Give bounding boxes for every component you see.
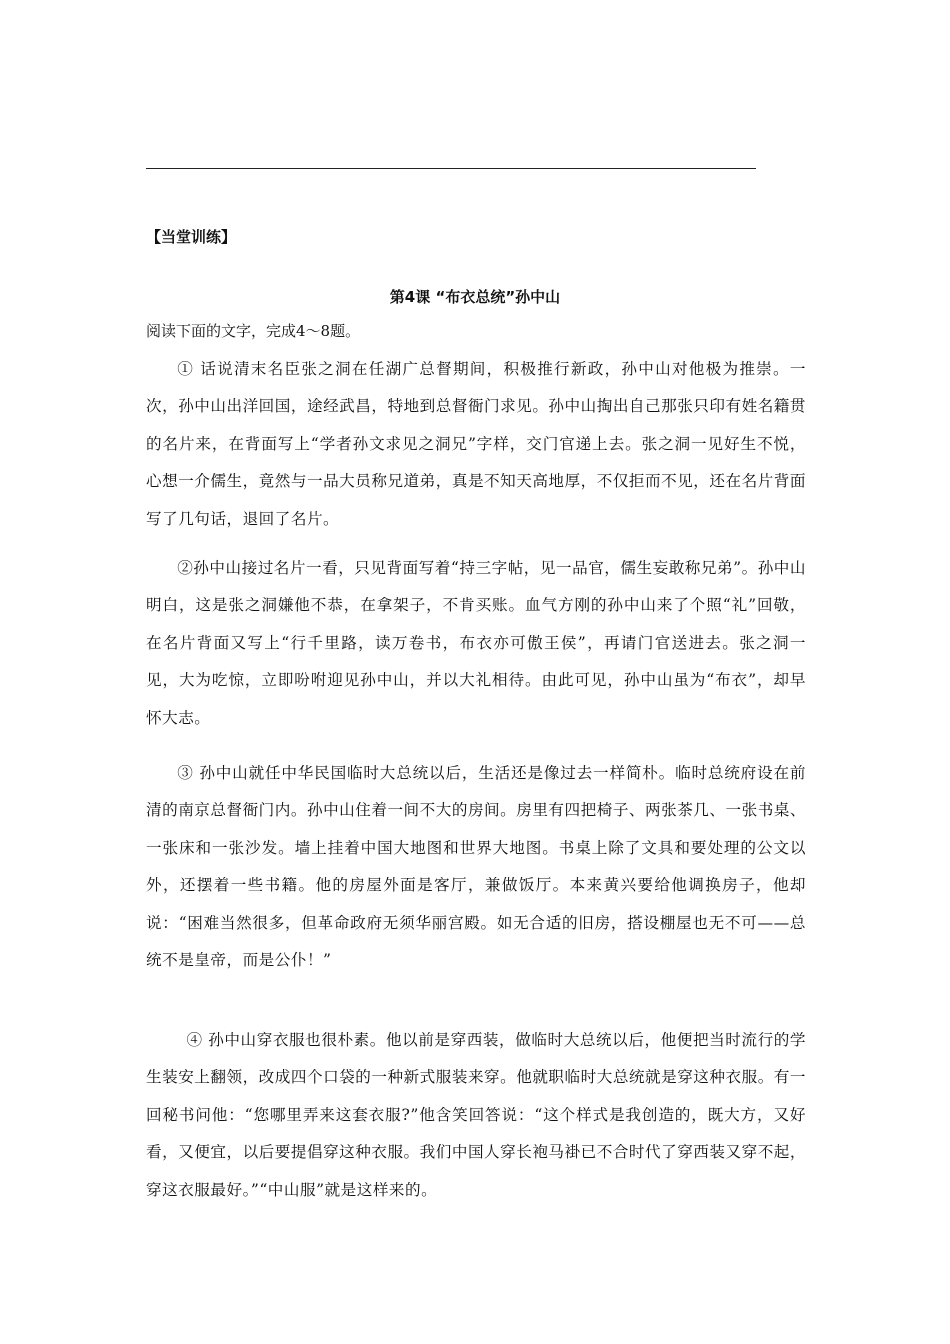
paragraph-4: ④ 孙中山穿衣服也很朴素。他以前是穿西装，做临时大总统以后，他便把当时流行的学生装安上翻领，改成四个口袋的一种新式服装来穿。他就职临时大总统就是穿这种衣服。有一回秘书问他：“您哪里弄来这套衣服?”他含笑回答说：“这个样式是我创造的，既大方，又好看，又便宜，以后要提倡穿这种衣服。我们中国人穿长袍马褂已不合时代了穿西装又穿不起，穿这衣服最好。”“中山服”就是这样来的。 xyxy=(146,1031,806,1199)
section-heading: 【当堂训练】 xyxy=(146,228,237,246)
header-rule xyxy=(146,168,756,169)
paragraph-1: ① 话说清末名臣张之洞在任湖广总督期间，积极推行新政，孙中山对他极为推崇。一次，孙中山出洋回国，途经武昌，特地到总督衙门求见。孙中山掏出自己那张只印有姓名籍贯的名片来，在背面写上“学者孙文求见之洞兄”字样，交门官递上去。张之洞一见好生不悦，心想一介儒生，竟然与一品大员称兄道弟，真是不知天高地厚，不仅拒而不见，还在名片背面写了几句话，退回了名片。 xyxy=(146,360,806,528)
reading-instruction: 阅读下面的文字，完成4～8题。 xyxy=(146,322,361,340)
paragraph-3: ③ 孙中山就任中华民国临时大总统以后，生活还是像过去一样简朴。临时总统府设在前清的南京总督衙门内。孙中山住着一间不大的房间。房里有四把椅子、两张茶几、一张书桌、一张床和一张沙发。墙上挂着中国大地图和世界大地图。书桌上除了文具和要处理的公文以外，还摆着一些书籍。他的房屋外面是客厅，兼做饭厅。本来黄兴要给他调换房子，他却说：“困难当然很多，但革命政府无须华丽宫殿。如无合适的旧房，搭设棚屋也无不可——总统不是皇帝，而是公仆！” xyxy=(146,764,806,970)
lesson-title: 第4课 “布衣总统”孙中山 xyxy=(389,288,561,306)
paragraph-2: ②孙中山接过名片一看，只见背面写着“持三字帖，见一品官，儒生妄敢称兄弟”。孙中山明白，这是张之洞嫌他不恭，在拿架子，不肯买账。血气方刚的孙中山来了个照“礼”回敬，在名片背面又写上“行千里路，读万卷书，布衣亦可傲王侯”，再请门官送进去。张之洞一见，大为吃惊，立即吩咐迎见孙中山，并以大礼相待。由此可见，孙中山虽为“布衣”，却早怀大志。 xyxy=(146,559,806,727)
